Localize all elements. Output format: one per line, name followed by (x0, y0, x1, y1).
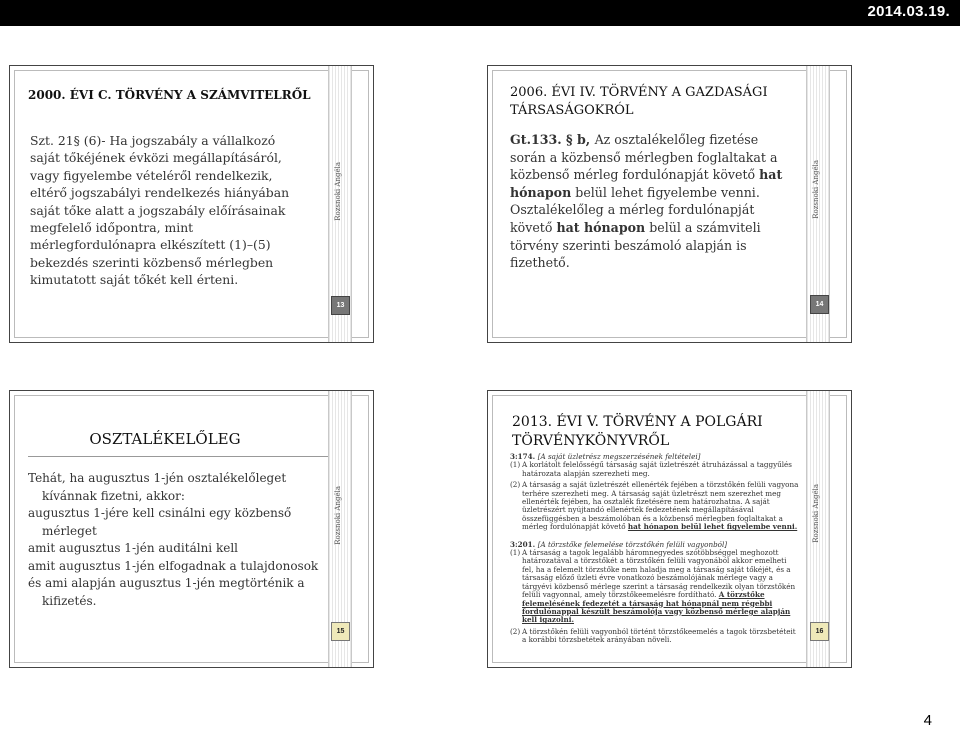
slide-13-number-badge: 13 (331, 296, 350, 315)
header-date: 2014.03.19. (867, 3, 950, 20)
slide-16-number-badge: 16 (810, 622, 829, 641)
slide-15-author: Rozsnoki Angéla (334, 486, 342, 545)
slide-15-line: Tehát, ha augusztus 1-jén osztalékelőleget (28, 471, 287, 485)
paragraph: (2) A társaság a saját üzletrészét ellenérték fejében a törzstőkén felüli vagyona terhére szerezheti meg. A társaság saját üzletrészt nem szerezhet meg ellenérték fejében, ha osztalék fizetésére nem határozhatna. A saját üzletrészért nyújtandó ellenérték fedezetének megállapításával összefüggésben a beszámolóban és a közbenső mérlegben foglaltakat a mérleg fordulónapját követő hat hónapon belül lehet figyelembe venni. (510, 480, 799, 532)
slide-16-content (510, 453, 800, 648)
slide-14-author: Rozsnoki Angéla (812, 160, 820, 219)
page-number: 4 (923, 712, 932, 729)
paragraph: (1) A korlátolt felelősségű társaság saját üzletrészét átruházással a taggyűlés határozata alapján szerezheti meg. (510, 460, 792, 478)
slide-15-body (28, 470, 328, 610)
slide-14-body: Gt.133. § b, Az osztalékelőleg fizetése során a közbenső mérlegben foglaltakat a közbenső mérleg fordulónapját követő hat hónapon belül lehet figyelembe venni. Osztalékelőleg a mérleg fordulónapját követő hat hónapon belül a számviteli törvény szerinti beszámoló alapján is fizethető. (510, 132, 783, 271)
section-heading: 3:174. [A saját üzletrész megszerzésének feltételei] (510, 452, 701, 461)
paragraph: (1) A társaság a tagok legalább háromnegyedes szótöbbséggel meghozott határozatával a törzstőkét a törzstőkén felüli vagyonából akkor emelheti fel, ha a felemelt törzstőke nem haladja meg a társaság saját tőkéjét, és a társaság előző üzleti évre vonatkozó beszámolójának mérlege vagy a tárgyévi közbenső mérlege szerint a társaság rendelkezik olyan törzstőkén felüli vagyonnal, amely törzstőkeemelésre fordítható. A törzstőke felemelésének fedezetét a társaság hat hónapnál nem régebbi fordulónappal készült beszámolója vagy közbenső mérlege alapján kell igazolni. (510, 548, 796, 625)
slide-15-line: kifizetés. (42, 593, 97, 608)
slide-15-line: és ami alapján augusztus 1-jén megtörténik a (28, 576, 305, 590)
slide-14-number-badge: 14 (810, 295, 829, 314)
slide-15-line: amit augusztus 1-jén auditálni kell (28, 541, 239, 555)
slide-15-title-rule (28, 456, 328, 457)
slide-13-author: Rozsnoki Angéla (334, 162, 342, 221)
slide-14-ref: Gt.133. § b, (510, 132, 595, 147)
page-header-bar (0, 0, 960, 26)
slide-13-title: 2000. ÉVI C. TÖRVÉNY A SZÁMVITELRŐL (28, 88, 311, 102)
slide-13-body: Szt. 21§ (6)- Ha jogszabály a vállalkozó saját tőkéjének évközi megállapításáról, vagy figyelembe vételéről rendelkezik, eltérő jogszabályi rendelkezés hiányában saját tőke alatt a jogszabály előírásainak megfelelő időpontra, mint mérlegfordulónapra elkészített (1)–(5) bekezdés szerinti közbenső mérlegben kimutatott saját tőkét kell érteni. (30, 133, 290, 288)
slide-15-line: kívánnak fizetni, akkor: (42, 488, 185, 503)
slide-14-title: 2006. ÉVI IV. TÖRVÉNY A GAZDASÁGI TÁRSASÁGOKRÓL (510, 85, 768, 118)
slide-15-line: mérleget (42, 523, 97, 538)
slide-15-number-badge: 15 (331, 622, 350, 641)
section-heading: 3:201. [A törzstőke felemelése törzstőkén felüli vagyonból] (510, 539, 728, 549)
slide-16-author: Rozsnoki Angéla (812, 484, 820, 543)
slide-15-line: amit augusztus 1-jén elfogadnak a tulajdonosok (28, 558, 319, 573)
slide-15-line: augusztus 1-jére kell csinálni egy közbenső (28, 506, 292, 520)
slide-15-title: OSZTALÉKELŐLEG (89, 430, 241, 448)
slide-16-title: 2013. ÉVI V. TÖRVÉNY A POLGÁRI TÖRVÉNYKÖNYVRŐL (512, 414, 763, 449)
paragraph: (2) A törzstőkén felüli vagyonból történt törzstőkeemelés a tagok törzsbetéteit a korábbi törzsbetétek arányában növeli. (510, 626, 796, 645)
